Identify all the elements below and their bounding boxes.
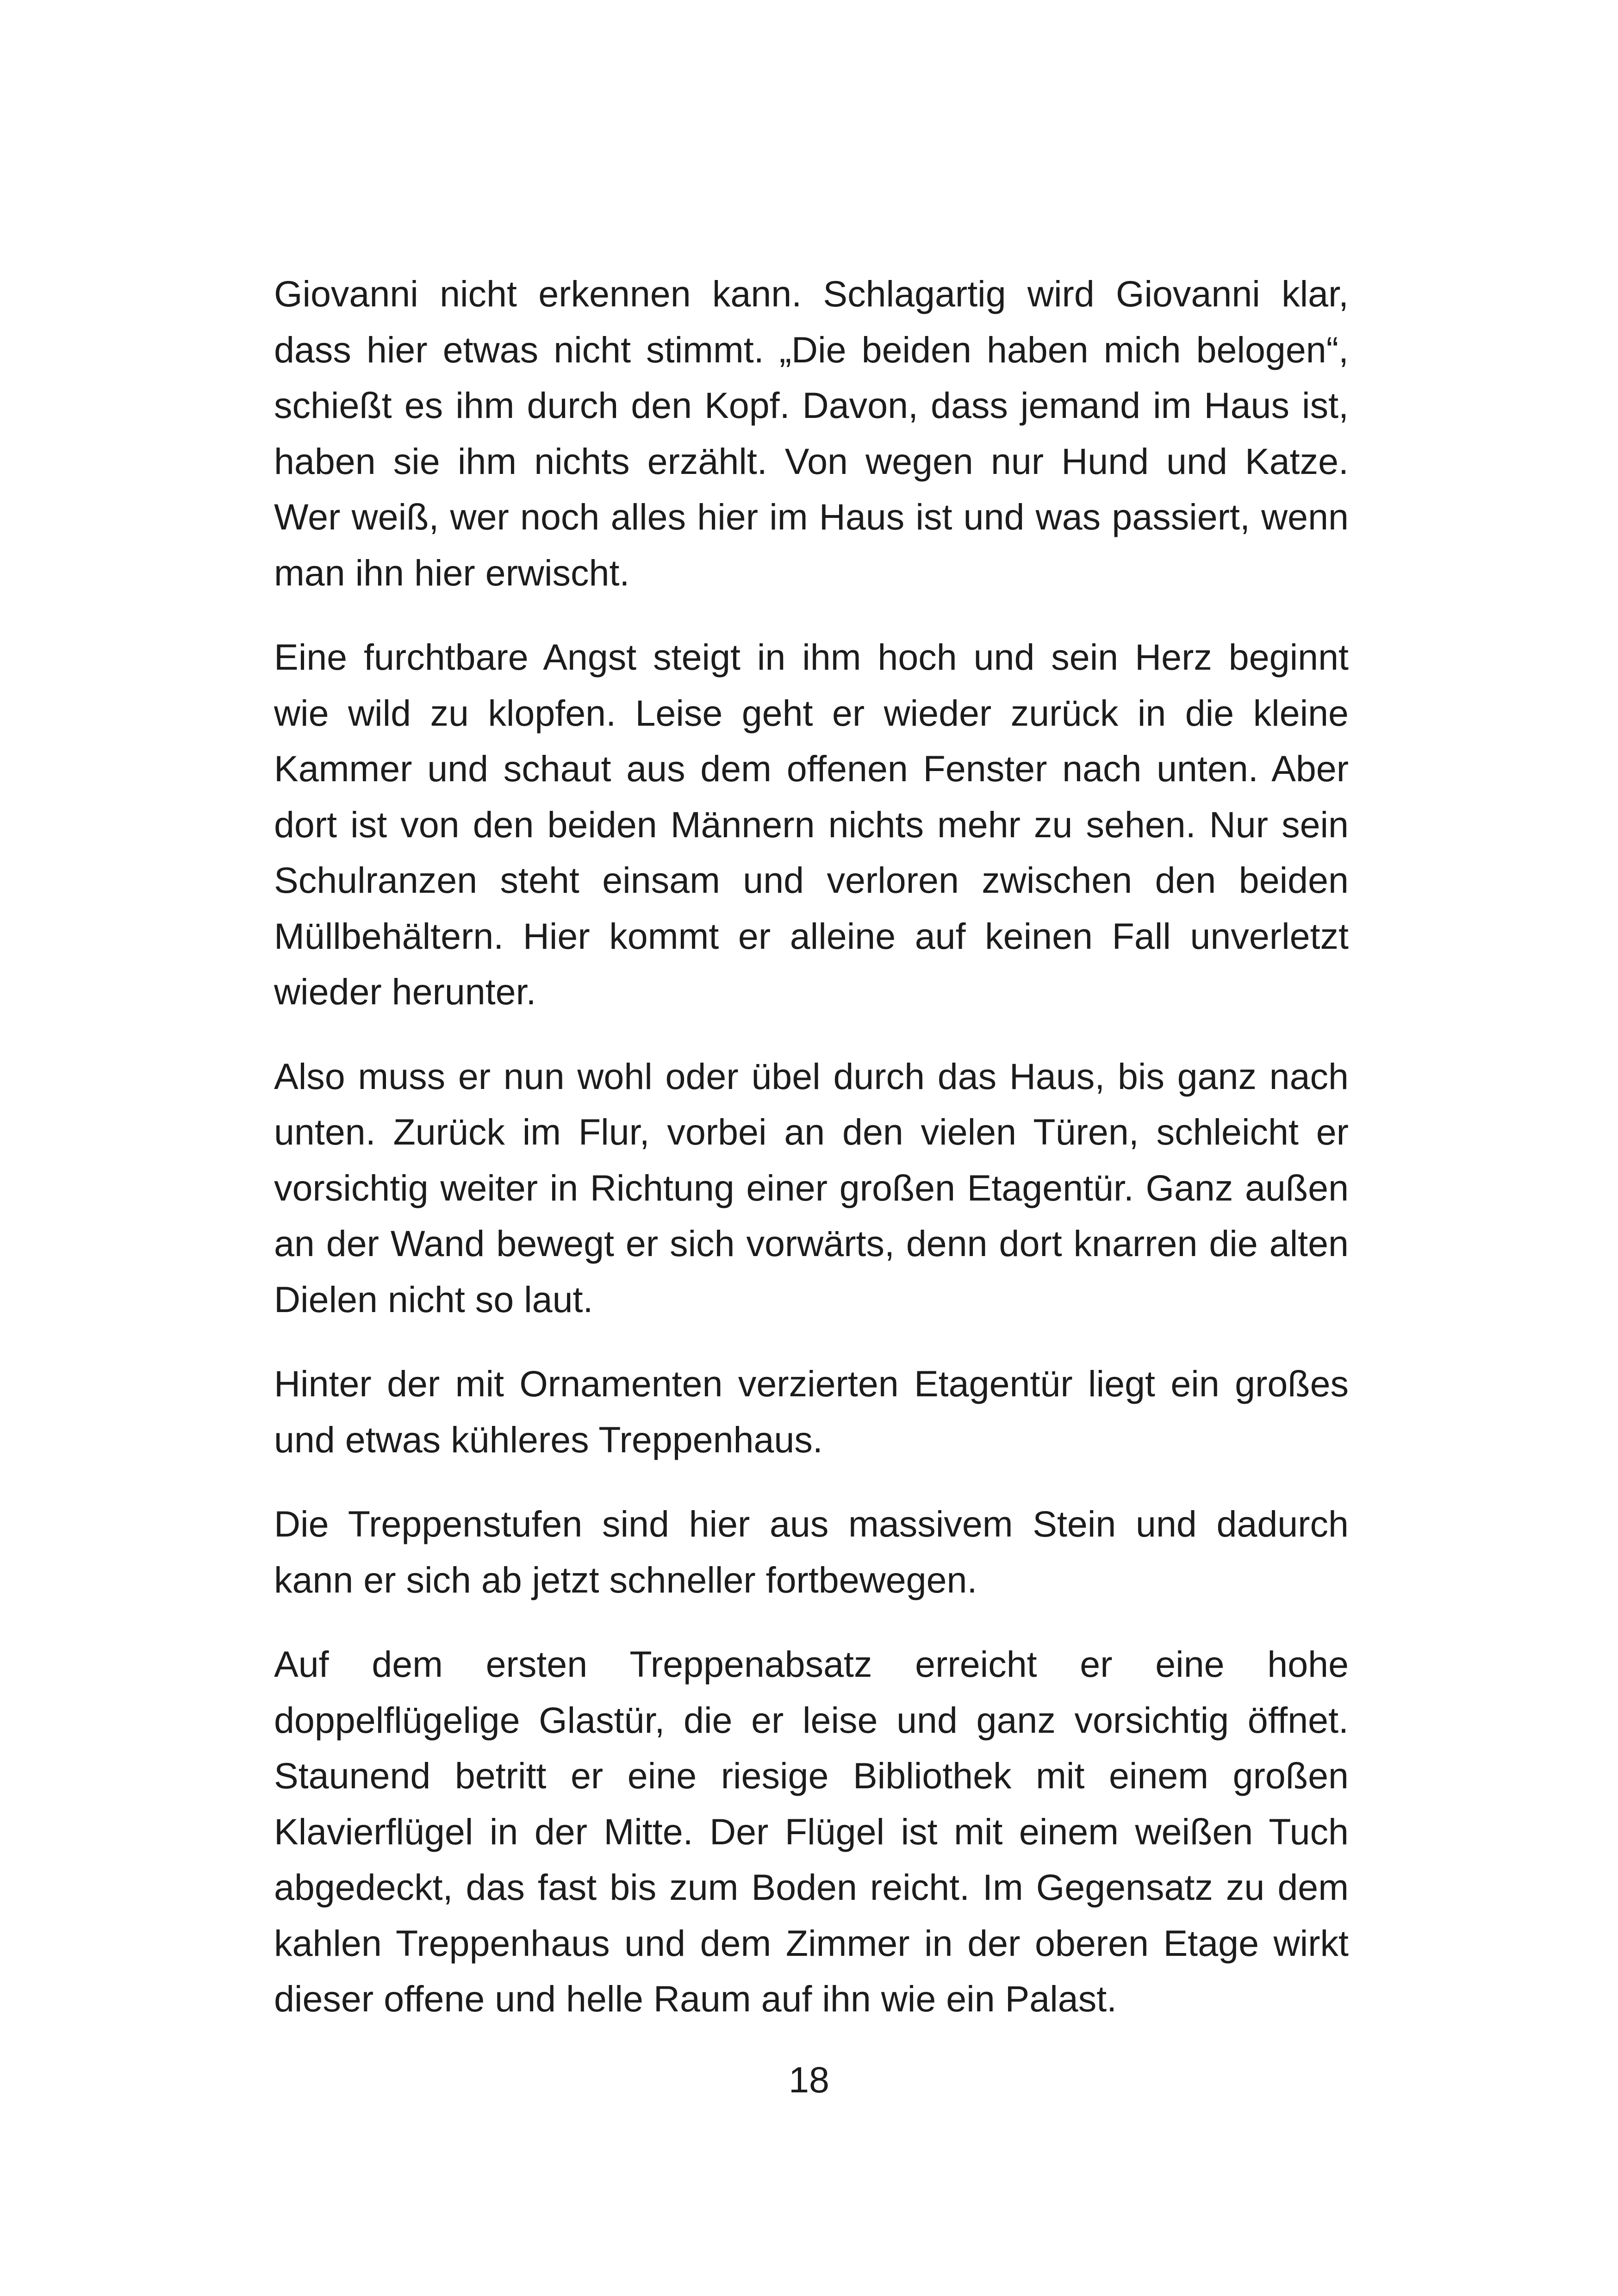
page-number: 18 <box>789 2059 829 2100</box>
paragraph-6: Auf dem ersten Treppenabsatz erreicht er eine hohe doppelflügelige Glastür, die er leise und ganz vorsichtig öffnet. Staunend betritt er eine riesige Bibliothek mit einem großen Klavierflügel in der Mitte. Der Flügel ist mit einem weißen Tuch abgedeckt, das fast bis zum Boden reicht. Im Gegensatz zu dem kahlen Treppenhaus und dem Zimmer in der oberen Etage wirkt dieser offene und helle Raum auf ihn wie ein Palast. <box>274 1643 1349 2019</box>
body-text <box>274 266 1349 2027</box>
paragraph-4: Hinter der mit Ornamenten verzierten Etagentür liegt ein großes und etwas kühleres Treppenhaus. <box>274 1363 1349 1460</box>
paragraph-1: Giovanni nicht erkennen kann. Schlagartig wird Giovanni klar, dass hier etwas nicht stimmt. „Die beiden haben mich belogen“, schießt es ihm durch den Kopf. Davon, dass jemand im Haus ist, haben sie ihm nichts erzählt. Von wegen nur Hund und Katze. Wer weiß, wer noch alles hier im Haus ist und was passiert, wenn man ihn hier erwischt. <box>274 273 1349 593</box>
paragraph-3: Also muss er nun wohl oder übel durch das Haus, bis ganz nach unten. Zurück im Flur, vorbei an den vielen Türen, schleicht er vorsichtig weiter in Richtung einer großen Etagentür. Ganz außen an der Wand bewegt er sich vorwärts, denn dort knarren die alten Dielen nicht so laut. <box>274 1055 1349 1320</box>
paragraph-2: Eine furchtbare Angst steigt in ihm hoch und sein Herz beginnt wie wild zu klopfen. Leise geht er wieder zurück in die kleine Kammer und schaut aus dem offenen Fenster nach unten. Aber dort ist von den beiden Männern nichts mehr zu sehen. Nur sein Schulranzen steht einsam und verloren zwischen den beiden Müllbehältern. Hier kommt er alleine auf keinen Fall unverletzt wieder herunter. <box>274 636 1349 1012</box>
paragraph-5: Die Treppenstufen sind hier aus massivem Stein und dadurch kann er sich ab jetzt schneller fortbewegen. <box>274 1503 1349 1600</box>
